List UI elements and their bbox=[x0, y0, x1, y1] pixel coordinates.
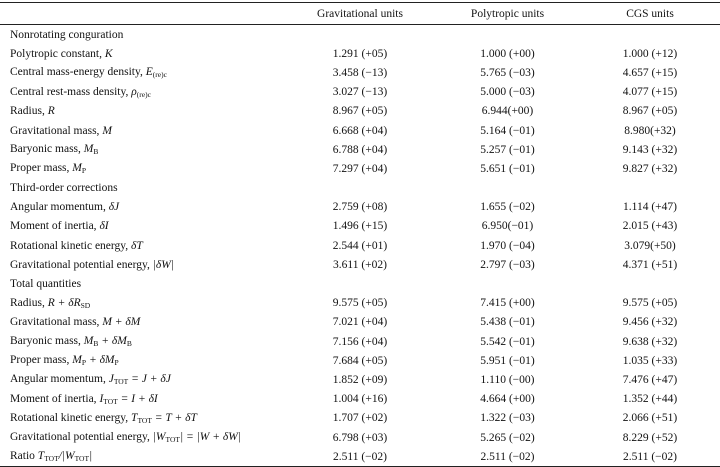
table-row bbox=[0, 121, 720, 140]
row-symbol: M bbox=[72, 162, 82, 175]
table-row bbox=[0, 428, 720, 447]
value-cgs-units: 3.079(+50) bbox=[624, 239, 676, 252]
value-gravitational-units: 3.611 (+02) bbox=[333, 258, 387, 271]
row-symbol-subscript: TOT bbox=[44, 454, 59, 464]
row-symbol-tail: + δM bbox=[86, 354, 115, 367]
row-label-text: Moment of inertia, bbox=[10, 220, 100, 233]
value-gravitational-units: 6.798 (+03) bbox=[332, 431, 388, 444]
row-symbol: R bbox=[47, 105, 55, 118]
value-cgs-units: 7.476 (+47) bbox=[622, 373, 678, 386]
value-cgs-units: 4.077 (+15) bbox=[622, 86, 678, 99]
value-cgs-units: 8.980(+32) bbox=[624, 124, 676, 137]
value-gravitational-units: 1.291 (+05) bbox=[332, 47, 388, 60]
row-label-text: Gravitational mass, bbox=[10, 316, 103, 329]
value-polytropic-units: 6.950(−01) bbox=[481, 220, 534, 233]
row-symbol: I bbox=[99, 392, 104, 405]
row-symbol: T bbox=[37, 450, 45, 463]
row-label-text: Ratio bbox=[10, 450, 38, 463]
row-symbol: δI bbox=[99, 220, 109, 233]
value-cgs-units: 9.827 (+32) bbox=[622, 162, 678, 175]
row-symbol: M bbox=[72, 354, 82, 367]
value-cgs-units: 9.456 (+32) bbox=[622, 316, 678, 329]
row-label-text: Baryonic mass, bbox=[10, 335, 84, 348]
row-symbol-subscript: TOT bbox=[103, 396, 118, 406]
value-gravitational-units: 6.788 (+04) bbox=[332, 143, 388, 156]
value-gravitational-units: 1.004 (+16) bbox=[332, 393, 388, 406]
value-polytropic-units: 1.000 (+00) bbox=[480, 47, 535, 60]
value-gravitational-units: 7.297 (+04) bbox=[332, 162, 388, 175]
row-symbol-tail: = I + δI bbox=[117, 392, 158, 405]
value-polytropic-units: 1.970 (−04) bbox=[480, 239, 535, 252]
value-polytropic-units: 4.664 (+00) bbox=[480, 393, 535, 406]
value-cgs-units: 1.114 (+47) bbox=[623, 201, 677, 214]
row-label-text: Proper mass, bbox=[10, 354, 73, 367]
row-symbol: K bbox=[104, 47, 113, 60]
row-label-text: Angular momentum, bbox=[10, 201, 109, 214]
row-symbol-tail: /|W bbox=[58, 450, 75, 463]
value-polytropic-units: 5.265 (−02) bbox=[480, 431, 535, 444]
table-row bbox=[0, 351, 720, 370]
value-cgs-units: 1.000 (+12) bbox=[622, 47, 678, 60]
row-symbol-tail-subscript: TOT bbox=[74, 454, 90, 464]
row-symbol-tail: | = |W + δW| bbox=[179, 431, 241, 444]
row-label bbox=[0, 409, 285, 428]
row-symbol-tail: = J + δJ bbox=[128, 373, 171, 386]
value-polytropic-units: 1.322 (−03) bbox=[480, 412, 535, 425]
value-gravitational-units: 7.021 (+04) bbox=[332, 316, 388, 329]
row-symbol-subscript: (re)c bbox=[136, 89, 151, 99]
value-polytropic-units: 1.110 (−00) bbox=[480, 373, 535, 386]
row-label-text: Gravitational potential energy, bbox=[10, 258, 153, 271]
row-label bbox=[0, 447, 285, 467]
value-polytropic-units: 5.542 (−01) bbox=[480, 335, 535, 348]
value-polytropic-units: 5.651 (−01) bbox=[480, 162, 535, 175]
table-row bbox=[0, 370, 720, 389]
value-cgs-units: 9.143 (+32) bbox=[622, 143, 678, 156]
row-symbol-subscript: (re)c bbox=[152, 70, 167, 80]
row-label bbox=[0, 217, 285, 236]
value-cgs-units: 2.066 (+51) bbox=[622, 412, 678, 425]
row-label bbox=[0, 370, 285, 389]
value-gravitational-units: 3.027 (−13) bbox=[332, 86, 388, 99]
row-label bbox=[0, 332, 285, 351]
row-symbol-subscript: TOT bbox=[137, 415, 152, 425]
row-symbol-tail-subscript: B bbox=[126, 339, 132, 349]
row-label bbox=[0, 294, 285, 313]
value-gravitational-units: 7.156 (+04) bbox=[332, 335, 388, 348]
header-row bbox=[0, 3, 720, 25]
value-polytropic-units: 2.797 (−03) bbox=[480, 258, 535, 271]
section-row bbox=[0, 179, 720, 198]
row-symbol: E bbox=[145, 66, 153, 79]
row-label bbox=[0, 351, 285, 370]
row-label-text: Gravitational mass, bbox=[10, 124, 103, 137]
value-cgs-units: 4.657 (+15) bbox=[622, 66, 678, 79]
row-label-text: Angular momentum, bbox=[10, 373, 109, 386]
value-cgs-units: 8.229 (+52) bbox=[622, 431, 678, 444]
value-cgs-units: 1.352 (+44) bbox=[622, 393, 678, 406]
row-symbol: R + δR bbox=[47, 296, 81, 309]
value-polytropic-units: 5.164 (−01) bbox=[480, 124, 535, 137]
value-cgs-units: 2.511 (−02) bbox=[580, 447, 720, 467]
value-cgs-units: 2.015 (+43) bbox=[622, 220, 678, 233]
value-polytropic-units: 6.944(+00) bbox=[481, 105, 534, 118]
section-title: Nonrotating conguration bbox=[10, 28, 124, 41]
value-polytropic-units: 7.415 (+00) bbox=[480, 297, 535, 310]
section-row bbox=[0, 274, 720, 293]
value-polytropic-units: 5.951 (−01) bbox=[480, 354, 535, 367]
row-symbol: δJ bbox=[108, 201, 120, 214]
table-row bbox=[0, 294, 720, 313]
value-gravitational-units: 8.967 (+05) bbox=[332, 105, 388, 118]
row-symbol: M bbox=[83, 143, 94, 156]
row-symbol-subscript: P bbox=[81, 166, 87, 176]
table-row bbox=[0, 236, 720, 255]
row-label bbox=[0, 236, 285, 255]
value-cgs-units: 8.967 (+05) bbox=[622, 105, 678, 118]
value-gravitational-units: 3.458 (−13) bbox=[332, 66, 388, 79]
row-symbol-subscript: SD bbox=[80, 300, 91, 310]
row-symbol-subscript: TOT bbox=[165, 435, 180, 445]
row-label-text: Proper mass, bbox=[10, 162, 73, 175]
value-polytropic-units: 5.765 (−03) bbox=[480, 66, 535, 79]
table-row bbox=[0, 409, 720, 428]
value-gravitational-units: 2.511 (−02) bbox=[285, 447, 435, 467]
row-label bbox=[0, 255, 285, 274]
table-row bbox=[0, 159, 720, 178]
value-gravitational-units: 7.684 (+05) bbox=[332, 354, 388, 367]
row-symbol-subscript: P bbox=[81, 358, 87, 368]
table-row bbox=[0, 390, 720, 409]
value-gravitational-units: 9.575 (+05) bbox=[332, 297, 388, 310]
value-cgs-units: 1.035 (+33) bbox=[622, 354, 678, 367]
value-polytropic-units: 1.655 (−02) bbox=[480, 201, 535, 214]
value-gravitational-units: 6.668 (+04) bbox=[332, 124, 388, 137]
value-gravitational-units: 1.707 (+02) bbox=[332, 412, 388, 425]
value-gravitational-units: 1.496 (+15) bbox=[332, 220, 388, 233]
table-row bbox=[0, 313, 720, 332]
row-symbol: |δW| bbox=[152, 258, 174, 271]
row-symbol: M bbox=[83, 335, 94, 348]
row-label-text: Central rest-mass density, bbox=[10, 85, 132, 98]
value-gravitational-units: 2.544 (+01) bbox=[332, 239, 388, 252]
row-label bbox=[0, 121, 285, 140]
row-symbol-subscript: TOT bbox=[113, 377, 129, 387]
row-symbol-tail-subscript: P bbox=[114, 358, 119, 368]
row-label bbox=[0, 198, 285, 217]
header-polytropic-units: Polytropic units bbox=[435, 3, 580, 25]
row-label-text: Gravitational potential energy, bbox=[10, 431, 153, 444]
value-gravitational-units: 1.852 (+09) bbox=[332, 373, 388, 386]
row-label bbox=[0, 83, 285, 102]
row-symbol-subscript: B bbox=[93, 339, 99, 349]
row-symbol-tail-end: | bbox=[89, 450, 93, 463]
table-row bbox=[0, 140, 720, 159]
table-row bbox=[0, 255, 720, 274]
table-row bbox=[0, 44, 720, 63]
value-cgs-units: 9.575 (+05) bbox=[622, 297, 678, 310]
row-label-text: Rotational kinetic energy, bbox=[10, 411, 132, 424]
value-polytropic-units: 2.511 (−02) bbox=[435, 447, 580, 467]
table-row bbox=[0, 447, 720, 467]
section-row bbox=[0, 25, 720, 45]
section-title: Third-order corrections bbox=[10, 182, 118, 195]
table-row bbox=[0, 198, 720, 217]
row-symbol-tail: = T + δT bbox=[151, 411, 197, 424]
row-label-text: Radius, bbox=[10, 105, 48, 118]
header-gravitational-units: Gravitational units bbox=[285, 3, 435, 25]
row-symbol: J bbox=[108, 373, 114, 386]
row-symbol: δT bbox=[131, 239, 143, 252]
row-label bbox=[0, 159, 285, 178]
row-label bbox=[0, 102, 285, 121]
table-row bbox=[0, 83, 720, 102]
row-symbol-subscript: B bbox=[93, 147, 99, 157]
row-label bbox=[0, 313, 285, 332]
row-label bbox=[0, 44, 285, 63]
value-gravitational-units: 2.759 (+08) bbox=[332, 201, 388, 214]
row-label-text: Radius, bbox=[10, 296, 48, 309]
value-cgs-units: 4.371 (+51) bbox=[622, 258, 678, 271]
row-label-text: Baryonic mass, bbox=[10, 143, 84, 156]
value-cgs-units: 9.638 (+32) bbox=[622, 335, 678, 348]
value-polytropic-units: 5.257 (−01) bbox=[480, 143, 535, 156]
row-label bbox=[0, 390, 285, 409]
table-row bbox=[0, 217, 720, 236]
value-polytropic-units: 5.000 (−03) bbox=[480, 86, 535, 99]
row-symbol: ρ bbox=[131, 85, 137, 98]
units-table bbox=[0, 2, 720, 467]
row-label-text: Rotational kinetic energy, bbox=[10, 239, 132, 252]
row-symbol: M bbox=[102, 124, 112, 137]
row-label bbox=[0, 428, 285, 447]
row-label bbox=[0, 140, 285, 159]
table-row bbox=[0, 332, 720, 351]
table-row bbox=[0, 102, 720, 121]
row-label bbox=[0, 63, 285, 82]
row-symbol: T bbox=[131, 411, 138, 424]
header-empty bbox=[0, 3, 285, 25]
row-label-text: Moment of inertia, bbox=[10, 392, 100, 405]
value-polytropic-units: 5.438 (−01) bbox=[480, 316, 535, 329]
table-body bbox=[0, 25, 720, 467]
table-row bbox=[0, 63, 720, 82]
row-symbol: |W bbox=[152, 431, 166, 444]
row-label-text: Central mass-energy density, bbox=[10, 66, 146, 79]
header-cgs-units: CGS units bbox=[580, 3, 720, 25]
row-symbol: M + δM bbox=[102, 316, 141, 329]
row-symbol-tail: + δM bbox=[98, 335, 127, 348]
section-title: Total quantities bbox=[10, 278, 82, 291]
row-label-text: Polytropic constant, bbox=[10, 47, 105, 60]
